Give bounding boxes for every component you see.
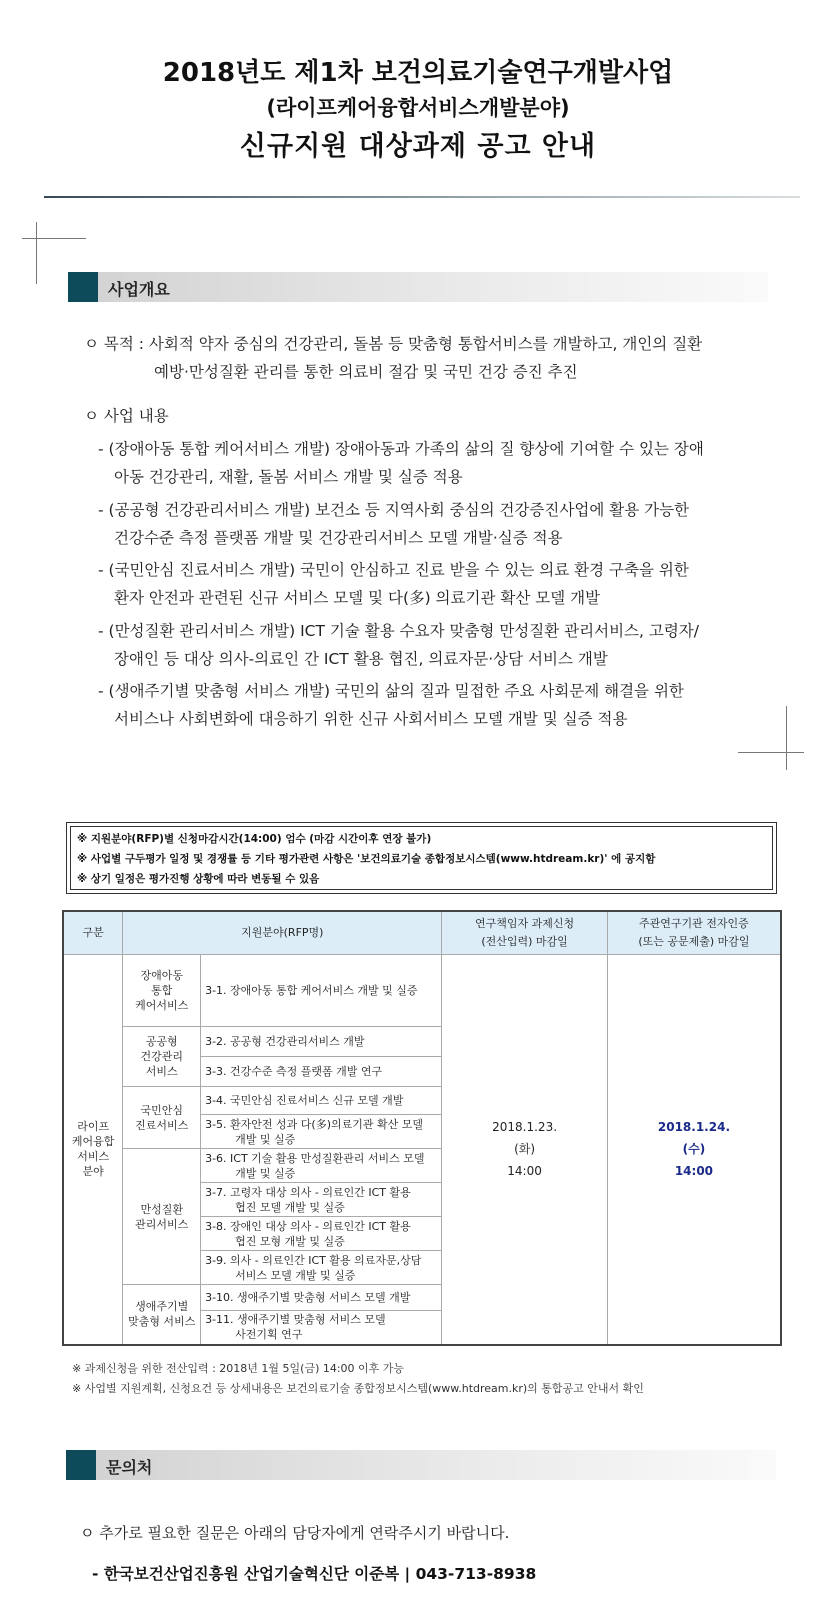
rfp-item-text-2: 개발 및 실증 bbox=[235, 1132, 296, 1146]
content-item-2-l2: 건강수준 측정 플랫폼 개발 및 건강관리서비스 모델 개발·실증 적용 bbox=[114, 529, 563, 547]
rfp-item-3-10 bbox=[201, 1285, 442, 1311]
rfp-item-text: 3-8. 장애인 대상 의사 - 의료인간 ICT 활용 bbox=[205, 1219, 411, 1233]
group-cell-2: 공공형 건강관리 서비스 bbox=[123, 1027, 201, 1087]
notice-box bbox=[66, 822, 777, 894]
rfp-item-text: 3-9. 의사 - 의료인간 ICT 활용 의료자문,상담 bbox=[205, 1253, 422, 1267]
header-category: 구분 bbox=[63, 911, 123, 955]
rfp-item-3-11 bbox=[201, 1311, 442, 1345]
crosshair-top-left-v bbox=[36, 222, 37, 284]
rfp-item-3-8 bbox=[201, 1217, 442, 1251]
contact-heading: 문의처 bbox=[106, 1458, 153, 1477]
footnote-1: ※ 과제신청을 위한 전산입력 : 2018년 1월 5일(금) 14:00 이후 가능 bbox=[72, 1362, 405, 1375]
header-deadline-2-l1: 주관연구기관 전자인증 bbox=[639, 917, 749, 930]
rfp-item-3-3 bbox=[201, 1057, 442, 1087]
content-item-5-l1: - (생애주기별 맞춤형 서비스 개발) 국민의 삶의 질과 밀접한 주요 사회문제 해결을 위한 bbox=[98, 682, 684, 700]
content-item-1-l2: 아동 건강관리, 재활, 돌봄 서비스 개발 및 실증 적용 bbox=[114, 468, 463, 486]
rfp-item-3-2 bbox=[201, 1027, 442, 1057]
contact-person: - 한국보건산업진흥원 산업기술혁신단 이준복 | 043-713-8938 bbox=[92, 1565, 537, 1583]
overview-section-header bbox=[68, 272, 768, 302]
content-item-4-l2: 장애인 등 대상 의사-의료인 간 ICT 활용 협진, 의료자문·상담 서비스 개발 bbox=[114, 650, 608, 668]
header-deadline-1-l2: (전산입력) 마감일 bbox=[481, 935, 568, 948]
content-item-3-l1: - (국민안심 진료서비스 개발) 국민이 안심하고 진료 받을 수 있는 의료 환경 구축을 위한 bbox=[98, 561, 689, 579]
section-bar bbox=[98, 272, 768, 302]
rfp-item-text-2: 서비스 모델 개발 및 실증 bbox=[235, 1268, 356, 1282]
group-cell-4: 만성질환 관리서비스 bbox=[123, 1149, 201, 1285]
title-divider bbox=[44, 196, 800, 198]
title-line-2: (라이프케어융합서비스개발분야) bbox=[266, 96, 570, 120]
content-item-4-l1: - (만성질환 관리서비스 개발) ICT 기술 활용 수요자 맞춤형 만성질환 관리서비스, 고령자/ bbox=[98, 622, 700, 640]
title-line-3: 신규지원 대상과제 공고 안내 bbox=[239, 131, 597, 162]
purpose-line-2: 예방·만성질환 관리를 통한 의료비 절감 및 국민 건강 증진 추진 bbox=[154, 363, 578, 381]
rfp-item-text: 3-3. 건강수준 측정 플랫폼 개발 연구 bbox=[205, 1065, 383, 1078]
contact-section-header bbox=[66, 1450, 776, 1480]
content-item-2-l1: - (공공형 건강관리서비스 개발) 보건소 등 지역사회 중심의 건강증진사업에 활용 가능한 bbox=[98, 501, 690, 519]
header-deadline-1 bbox=[442, 911, 608, 955]
deadline-2-time: 14:00 bbox=[674, 1164, 714, 1179]
header-deadline-2-l2: (또는 공문제출) 마감일 bbox=[638, 935, 750, 948]
footnote-2: ※ 사업별 지원계획, 신청요건 등 상세내용은 보건의료기술 종합정보시스템(www.htdream.kr)의 통합공고 안내서 확인 bbox=[72, 1382, 644, 1395]
rfp-item-text-2: 협진 모델 개발 및 실증 bbox=[235, 1200, 345, 1214]
rfp-item-text-2: 협진 모형 개발 및 실증 bbox=[235, 1234, 345, 1248]
purpose-line-1: ㅇ 목적 : 사회적 약자 중심의 건강관리, 돌봄 등 맞춤형 통합서비스를 개발하고, 개인의 질환 bbox=[84, 335, 703, 353]
crosshair-right-h bbox=[738, 752, 804, 753]
rfp-item-text-2: 사전기획 연구 bbox=[235, 1328, 303, 1342]
rfp-item-text: 3-2. 공공형 건강관리서비스 개발 bbox=[205, 1035, 365, 1048]
notice-line-3: ※ 상기 일정은 평가진행 상황에 따라 변동될 수 있음 bbox=[77, 873, 320, 885]
category-cell: 라이프 케어융합 서비스 분야 bbox=[63, 955, 123, 1345]
group-cell-1: 장애아동 통합 케어서비스 bbox=[123, 955, 201, 1027]
content-label: ㅇ 사업 내용 bbox=[84, 407, 169, 425]
notice-box-inner bbox=[70, 826, 773, 890]
rfp-schedule-table bbox=[62, 910, 782, 1346]
content-item-5-l2: 서비스나 사회변화에 대응하기 위한 신규 사회서비스 모델 개발 및 실증 적용 bbox=[114, 710, 628, 728]
title-line-1: 2018년도 제1차 보건의료기술연구개발사업 bbox=[162, 58, 674, 88]
rfp-item-3-9 bbox=[201, 1251, 442, 1285]
rfp-item-3-6 bbox=[201, 1149, 442, 1183]
rfp-item-text: 3-10. 생애주기별 맞춤형 서비스 모델 개발 bbox=[205, 1291, 411, 1304]
rfp-item-text: 3-6. ICT 기술 활용 만성질환관리 서비스 모델 bbox=[205, 1151, 425, 1165]
deadline-1-day: (화) bbox=[514, 1142, 536, 1157]
header-rfp: 지원분야(RFP명) bbox=[123, 911, 442, 955]
rfp-item-text-2: 개발 및 실증 bbox=[235, 1166, 296, 1180]
crosshair-right-v bbox=[786, 706, 787, 770]
header-deadline-1-l1: 연구책임자 과제신청 bbox=[475, 917, 575, 930]
deadline-2-date: 2018.1.24. bbox=[657, 1120, 730, 1135]
crosshair-top-left-h bbox=[22, 238, 86, 239]
notice-line-1: ※ 지원분야(RFP)별 신청마감시간(14:00) 엄수 (마감 시간이후 연장 불가) bbox=[77, 833, 432, 845]
section-marker bbox=[68, 272, 98, 302]
deadline-1-time: 14:00 bbox=[507, 1164, 542, 1179]
notice-line-2: ※ 사업별 구두평가 일정 및 경쟁률 등 기타 평가관련 사항은 '보건의료기술 종합정보시스템(www.htdream.kr)' 에 공지함 bbox=[77, 853, 656, 865]
deadline-2-day: (수) bbox=[682, 1142, 706, 1157]
group-cell-3: 국민안심 진료서비스 bbox=[123, 1087, 201, 1149]
section-marker bbox=[66, 1450, 96, 1480]
deadline-2-cell bbox=[607, 955, 781, 1345]
rfp-item-3-5 bbox=[201, 1115, 442, 1149]
deadline-1-date: 2018.1.23. bbox=[492, 1120, 558, 1135]
rfp-item-3-4 bbox=[201, 1087, 442, 1115]
table-row bbox=[63, 955, 781, 1027]
section-bar bbox=[96, 1450, 776, 1480]
rfp-item-3-1 bbox=[201, 955, 442, 1027]
group-cell-5: 생애주기별 맞춤형 서비스 bbox=[123, 1285, 201, 1345]
rfp-item-3-7 bbox=[201, 1183, 442, 1217]
contact-intro: ㅇ 추가로 필요한 질문은 아래의 담당자에게 연락주시기 바랍니다. bbox=[80, 1524, 510, 1542]
rfp-item-text: 3-1. 장애아동 통합 케어서비스 개발 및 실증 bbox=[205, 984, 418, 997]
rfp-item-text: 3-4. 국민안심 진료서비스 신규 모델 개발 bbox=[205, 1094, 404, 1107]
header-deadline-2 bbox=[607, 911, 781, 955]
deadline-1-cell bbox=[442, 955, 608, 1345]
overview-heading: 사업개요 bbox=[108, 280, 170, 299]
table-header-row bbox=[63, 911, 781, 955]
rfp-item-text: 3-11. 생애주기별 맞춤형 서비스 모델 bbox=[205, 1313, 386, 1327]
rfp-item-text: 3-7. 고령자 대상 의사 - 의료인간 ICT 활용 bbox=[205, 1185, 411, 1199]
content-item-3-l2: 환자 안전과 관련된 신규 서비스 모델 및 다(多) 의료기관 확산 모델 개발 bbox=[114, 589, 601, 607]
rfp-item-text: 3-5. 환자안전 성과 다(多)의료기관 확산 모델 bbox=[205, 1117, 423, 1131]
content-item-1-l1: - (장애아동 통합 케어서비스 개발) 장애아동과 가족의 삶의 질 향상에 기여할 수 있는 장애 bbox=[98, 440, 704, 458]
